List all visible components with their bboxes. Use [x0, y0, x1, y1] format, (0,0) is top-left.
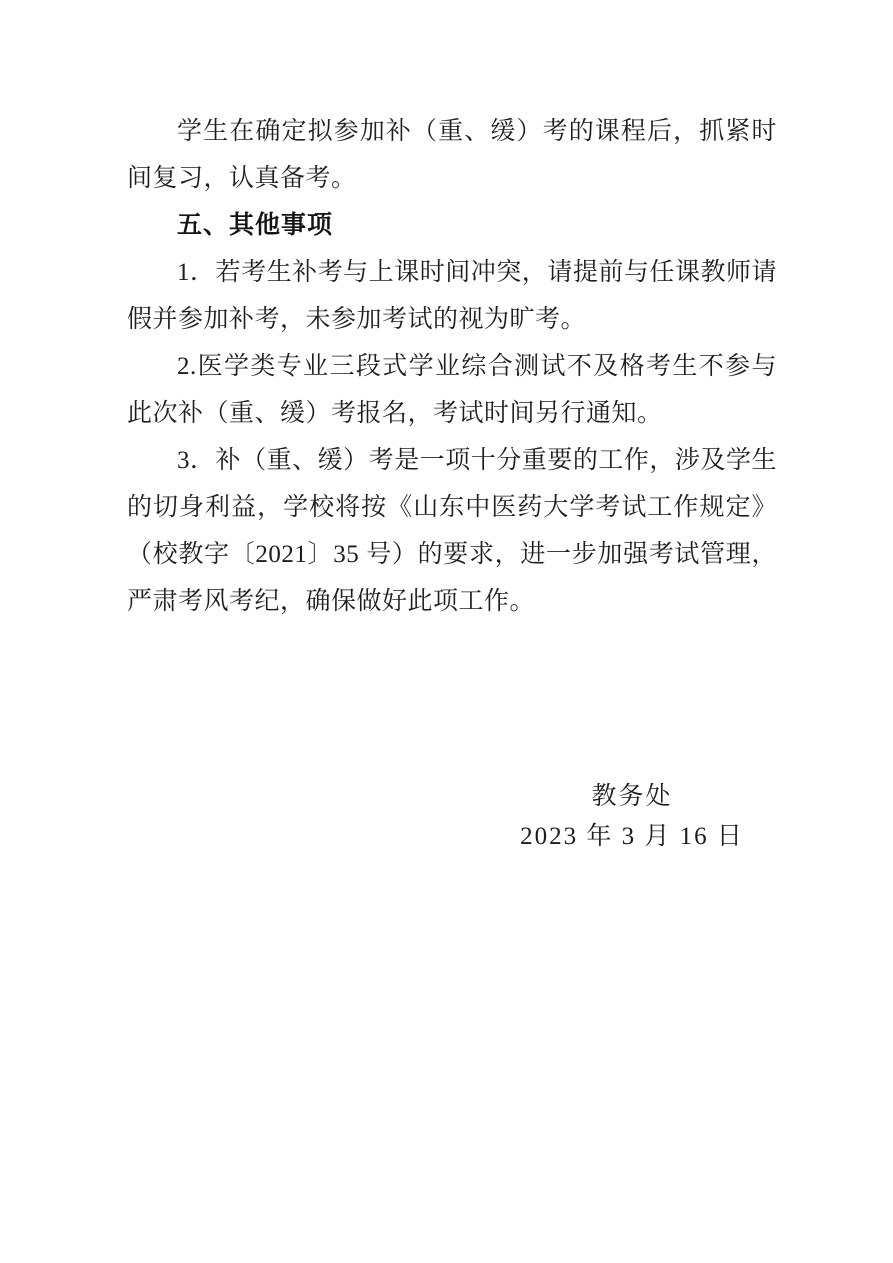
document-body: [127, 108, 777, 857]
list-item-1: 1．若考生补考与上课时间冲突，请提前与任课教师请假并参加补考，未参加考试的视为旷考。: [127, 259, 777, 333]
signature-block: [482, 777, 782, 857]
list-item-2: 2.医学类专业三段式学业综合测试不及格考生不参与此次补（重、缓）考报名，考试时间另行通知。: [127, 353, 777, 427]
signature-department: 教务处: [591, 783, 673, 810]
list-item-3: 3．补（重、缓）考是一项十分重要的工作，涉及学生的切身利益，学校将按《山东中医药大学考试工作规定》（校教字〔2021〕35 号）的要求，进一步加强考试管理，严肃考风考纪，确保做好此项工作。: [127, 447, 777, 615]
signature-date: 2023 年 3 月 16 日: [520, 823, 744, 850]
intro-paragraph: 学生在确定拟参加补（重、缓）考的课程后，抓紧时间复习，认真备考。: [127, 118, 777, 192]
section-heading-other-matters: 五、其他事项: [177, 211, 334, 239]
